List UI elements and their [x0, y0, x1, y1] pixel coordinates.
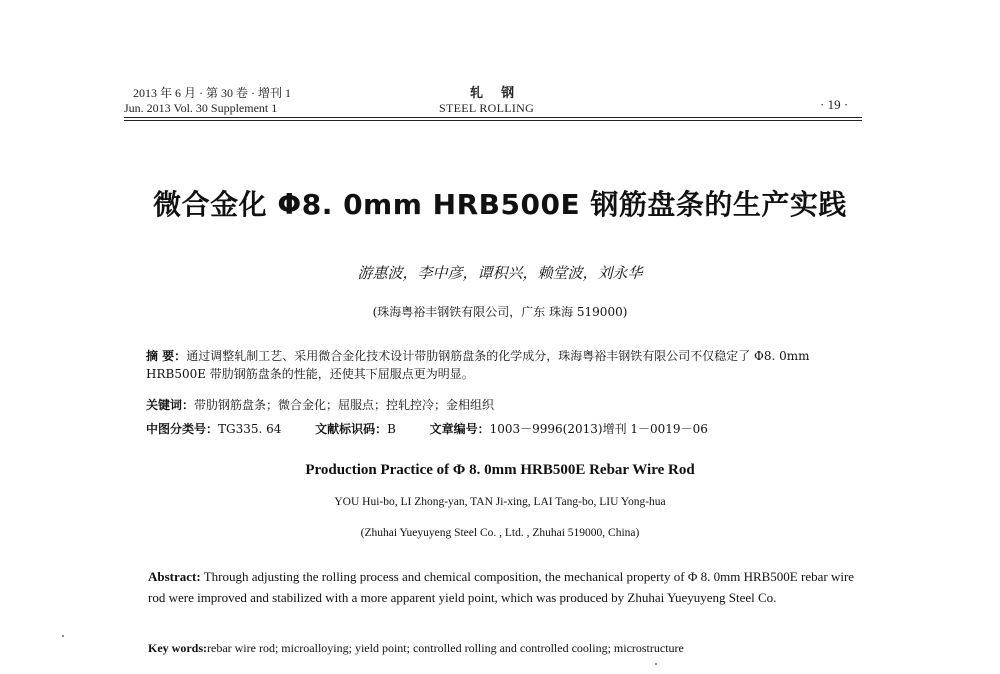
- scan-speck: [655, 663, 657, 665]
- class-label: 中图分类号：: [146, 422, 219, 436]
- paper-title-en: Production Practice of Φ 8. 0mm HRB500E Rebar Wire Rod: [305, 462, 695, 478]
- doc-code-value: B: [387, 422, 396, 436]
- header-journal-en: STEEL ROLLING: [439, 101, 535, 115]
- article-no-value: 1003－9996(2013)增刊 1－0019－06: [489, 422, 708, 436]
- abstract-text-en: Through adjusting the rolling process and chemical composition, the mechanical property of Φ 8. 0mm HRB500E rebar wire rod were improved and stabilized with a more apparent yield point, which was produced by Zhuhai Yueyuyeng Steel Co.: [148, 569, 855, 605]
- header-issue-en: Jun. 2013 Vol. 30 Supplement 1: [124, 101, 278, 115]
- header-journal-cn: 轧 钢: [470, 86, 515, 101]
- header-issue-cn: 2013 年 6 月 · 第 30 卷 · 增刊 1: [133, 86, 291, 100]
- keywords-label-en: Key words:: [148, 641, 207, 655]
- authors-cn: 游惠波，李中彦，谭积兴，赖堂波，刘永华: [357, 264, 643, 282]
- keywords-cn: [146, 396, 858, 414]
- header-rule-top: [124, 117, 862, 118]
- doc-code-label: 文献标识码：: [315, 422, 388, 436]
- scan-speck: [62, 635, 64, 637]
- abstract-cn: [146, 347, 858, 383]
- page-number: · 19 ·: [820, 97, 849, 112]
- header-rule-bottom: [124, 120, 862, 121]
- class-value: TG335. 64: [218, 422, 282, 436]
- affiliation-en: (Zhuhai Yueyuyeng Steel Co. , Ltd. , Zhuhai 519000, China): [360, 527, 640, 539]
- keywords-label-cn: 关键词：: [146, 398, 195, 412]
- abstract-label-cn: 摘 要：: [146, 349, 187, 363]
- classification-line: [146, 420, 858, 438]
- authors-en: YOU Hui-bo, LI Zhong-yan, TAN Ji-xing, LAI Tang-bo, LIU Yong-hua: [334, 496, 666, 508]
- article-no-label: 文章编号：: [429, 422, 490, 436]
- keywords-text-cn: 带肋钢筋盘条；微合金化；屈服点；控轧控冷；金相组织: [194, 398, 495, 412]
- abstract-label-en: Abstract:: [148, 569, 201, 584]
- paper-title-cn: 微合金化 Φ8. 0mm HRB500E 钢筋盘条的生产实践: [153, 188, 847, 221]
- keywords-en: [148, 638, 860, 659]
- abstract-text-cn: 通过调整轧制工艺、采用微合金化技术设计带肋钢筋盘条的化学成分，珠海粤裕丰钢铁有限公司不仅稳定了 Φ8. 0mm HRB500E 带肋钢筋盘条的性能，还使其下屈服点更为明显。: [146, 349, 810, 381]
- keywords-text-en: rebar wire rod; microalloying; yield point; controlled rolling and controlled cooling; microstructure: [207, 641, 684, 655]
- abstract-en: [148, 566, 860, 608]
- affiliation-cn: (珠海粤裕丰钢铁有限公司，广东 珠海 519000): [372, 305, 628, 319]
